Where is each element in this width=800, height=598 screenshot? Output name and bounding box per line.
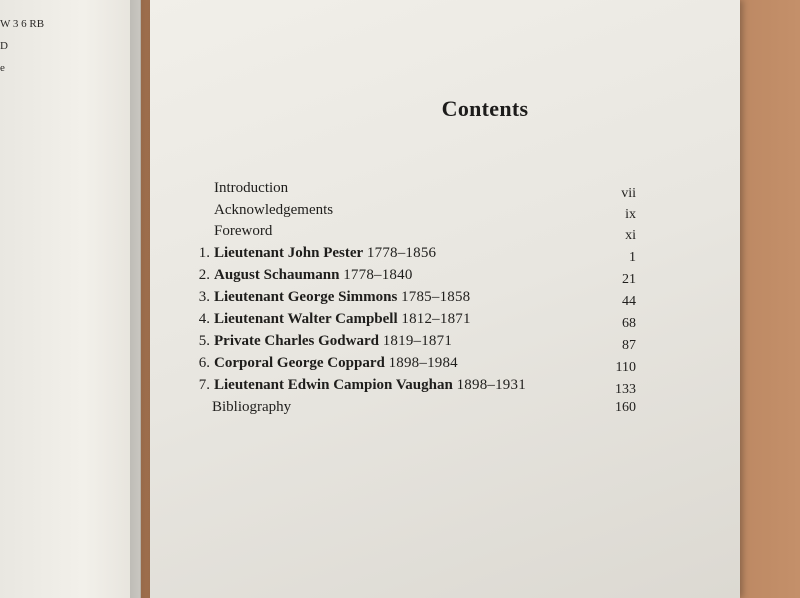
toc-entry-bibliography: [212, 399, 291, 416]
toc-page-number: 160: [615, 400, 636, 415]
toc-entry-chapter-7: [192, 377, 526, 394]
toc-page-number: 133: [615, 382, 636, 397]
toc-entry-chapter-5: [192, 333, 452, 350]
toc-dates: 1778–1840: [343, 267, 413, 283]
toc-dates: 1812–1871: [401, 311, 471, 327]
toc-label: Corporal George Coppard: [214, 355, 385, 371]
chapter-number: 6.: [198, 355, 210, 371]
toc-label: Bibliography: [212, 399, 292, 415]
chapter-number: 2.: [198, 267, 210, 283]
toc-dates: 1778–1856: [366, 245, 437, 261]
toc-page-number: 44: [622, 294, 636, 309]
toc-page-number: 87: [622, 338, 636, 353]
chapter-number: 5.: [198, 333, 210, 349]
chapter-number: 3.: [198, 289, 210, 305]
toc-dates: 1898–1931: [456, 377, 526, 393]
toc-entry-foreword: [214, 223, 272, 240]
toc-entry-chapter-6: [192, 355, 458, 372]
toc-page-number: ix: [625, 207, 636, 222]
chapter-number: 4.: [198, 311, 210, 327]
toc-page-number: 21: [622, 272, 636, 287]
toc-entry-chapter-3: [192, 289, 470, 306]
toc-entry-introduction: [214, 180, 288, 197]
toc-page-number: vii: [621, 186, 636, 201]
toc-label: Lieutenant Edwin Campion Vaughan: [214, 377, 453, 393]
toc-label: Lieutenant John Pester: [214, 245, 364, 261]
left-page-text-1: W 3 6 RB: [0, 18, 45, 30]
toc-label: August Schaumann: [214, 267, 340, 283]
toc-page-number: 1: [629, 250, 636, 265]
toc-label: Introduction: [214, 180, 289, 196]
toc-dates: 1819–1871: [382, 333, 453, 349]
toc-page-number: 110: [615, 360, 636, 375]
chapter-number: 1.: [198, 245, 210, 261]
page-title: Contents: [441, 96, 529, 121]
toc-label: Lieutenant George Simmons: [214, 289, 398, 305]
toc-entry-chapter-1: [192, 245, 436, 262]
toc-entry-acknowledgements: [214, 202, 333, 219]
left-page: [0, 0, 141, 598]
left-page-text-3: e: [0, 62, 5, 74]
chapter-number: 7.: [198, 377, 210, 393]
toc-page-number: 68: [622, 316, 636, 331]
toc-entry-chapter-4: [192, 311, 471, 328]
toc-label: Private Charles Godward: [214, 333, 379, 349]
toc-page-number: xi: [625, 228, 636, 243]
left-page-text-2: D: [0, 40, 8, 52]
toc-label: Acknowledgements: [214, 202, 334, 218]
contents-page: [150, 0, 740, 598]
toc-dates: 1785–1858: [401, 289, 471, 305]
toc-dates: 1898–1984: [388, 355, 458, 371]
toc-label: Foreword: [214, 223, 273, 239]
toc-entry-chapter-2: [192, 267, 413, 284]
toc-label: Lieutenant Walter Campbell: [214, 311, 398, 327]
